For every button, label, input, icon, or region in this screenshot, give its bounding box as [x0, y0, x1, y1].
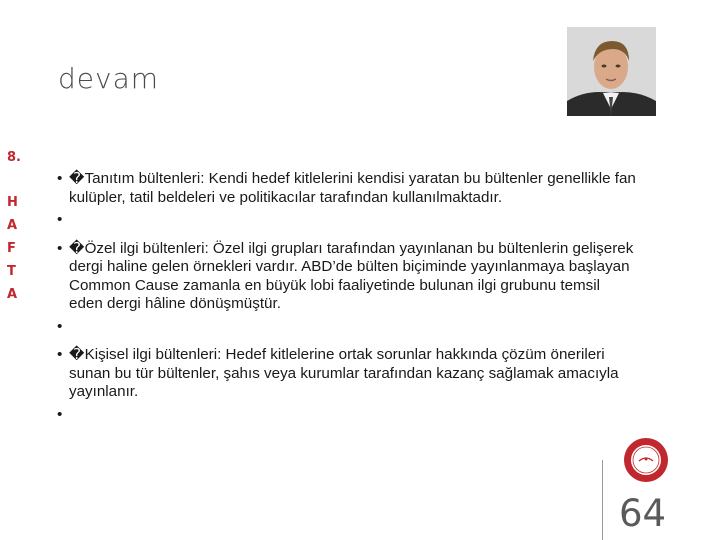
- bullet-item: [57, 346, 637, 402]
- portrait-image: [567, 27, 656, 116]
- bullet-item: [57, 170, 637, 207]
- week-number: 8.: [7, 150, 21, 165]
- bullet-item-empty: [57, 406, 637, 425]
- bullet-list: [57, 170, 637, 434]
- slide-title: devam: [58, 62, 160, 95]
- bullet-text: �Kişisel ilgi bültenleri: Hedef kitlelerine ortak sorunlar hakkında çözüm önerileri sunan bu tür bültenler, şahıs veya kurumlar tarafından kazanç sağlamak amacıyla yayınlanır.: [69, 346, 619, 400]
- sidebar-letter: H: [7, 195, 18, 210]
- presenter-photo: [567, 27, 656, 116]
- bullet-item-empty: [57, 318, 637, 337]
- university-seal-icon: [623, 437, 669, 483]
- bullet-text: �Özel ilgi bültenleri: Özel ilgi grupları tarafından yayınlanan bu bültenlerin gelişerek dergi haline gelen örnekleri vardır. ABD’de bülten biçiminde yayınlanmaya başlayan Common Cause zamanla en büyük lobi faaliyetinde bulunan ilgi grubunu temsil eden dergi hâline dönüşmüştür.: [69, 239, 634, 312]
- bullet-item: [57, 240, 637, 314]
- sidebar-letter: A: [7, 287, 18, 302]
- bullet-text: �Tanıtım bültenleri: Kendi hedef kitlelerini kendisi yaratan bu bültenler genellikle fan kulüpler, tatil beldeleri ve politikacılar tarafından kullanılmaktadır.: [69, 170, 636, 206]
- page-number: 64: [619, 492, 667, 535]
- sidebar-letter: F: [7, 241, 16, 256]
- sidebar-letter: T: [7, 264, 16, 279]
- divider-line: [602, 460, 603, 540]
- week-sidebar: [7, 150, 21, 306]
- bullet-item-empty: [57, 211, 637, 230]
- sidebar-letter: A: [7, 218, 18, 233]
